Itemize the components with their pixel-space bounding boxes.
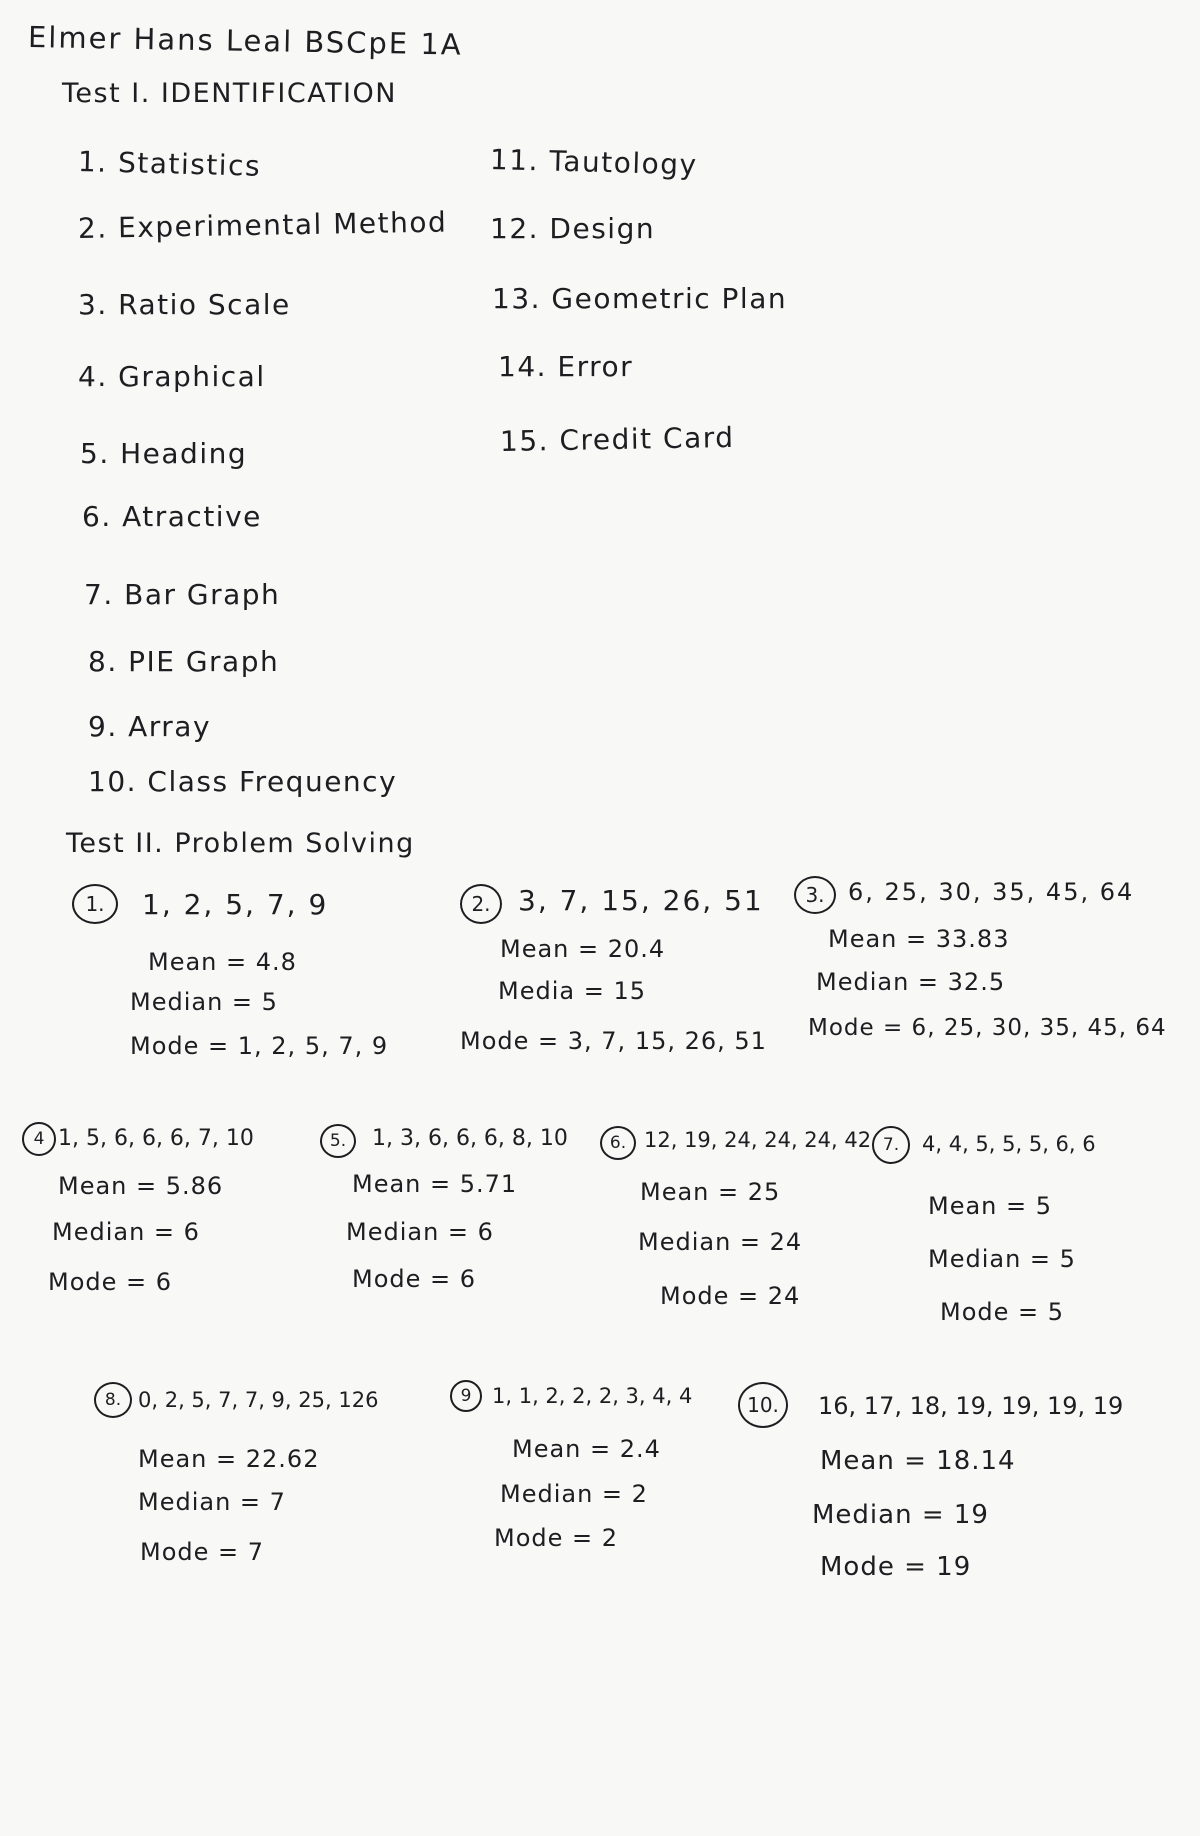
problem-3-mean: Mean = 33.83	[828, 925, 1010, 953]
problem-3-mode: Mode = 6, 25, 30, 35, 45, 64	[808, 1015, 1167, 1041]
answer-item-14: 14. Error	[498, 350, 634, 383]
problem-8-median: Median = 7	[138, 1488, 286, 1516]
problem-7-mean: Mean = 5	[928, 1192, 1053, 1220]
answer-item-13: 13. Geometric Plan	[492, 282, 788, 315]
problem-7-number: 7.	[872, 1126, 910, 1164]
problem-6-median: Median = 24	[638, 1228, 803, 1256]
problem-8-number: 8.	[94, 1382, 132, 1418]
problem-10-mean: Mean = 18.14	[820, 1446, 1016, 1476]
problem-9-mean: Mean = 2.4	[512, 1435, 661, 1463]
problem-4-mode: Mode = 6	[48, 1268, 173, 1296]
problem-8-mean: Mean = 22.62	[138, 1445, 320, 1473]
problem-1-median: Median = 5	[130, 988, 278, 1016]
test1-title: Test I. IDENTIFICATION	[62, 78, 397, 109]
problem-10-median: Median = 19	[812, 1500, 989, 1530]
problem-2-data: 3, 7, 15, 26, 51	[518, 884, 764, 917]
answer-item-1: 1. Statistics	[77, 145, 262, 183]
problem-9-median: Median = 2	[500, 1480, 648, 1508]
problem-6-mean: Mean = 25	[640, 1178, 781, 1206]
problem-4-median: Median = 6	[52, 1218, 200, 1246]
problem-3-number: 3.	[794, 876, 836, 914]
problem-5-mode: Mode = 6	[352, 1265, 477, 1293]
answer-item-4: 4. Graphical	[78, 360, 266, 393]
student-name-line: Elmer Hans Leal BSCpE 1A	[27, 20, 463, 62]
test2-title: Test II. Problem Solving	[66, 828, 415, 859]
problem-3-median: Median = 32.5	[816, 968, 1006, 996]
problem-2-mean: Mean = 20.4	[500, 935, 666, 963]
problem-9-data: 1, 1, 2, 2, 2, 3, 4, 4	[492, 1384, 693, 1408]
answer-item-7: 7. Bar Graph	[84, 578, 281, 611]
answer-item-11: 11. Tautology	[489, 143, 699, 182]
answer-item-12: 12. Design	[490, 212, 656, 245]
problem-6-mode: Mode = 24	[660, 1282, 801, 1310]
answer-item-3: 3. Ratio Scale	[78, 288, 291, 321]
problem-4-mean: Mean = 5.86	[58, 1172, 224, 1200]
problem-8-mode: Mode = 7	[140, 1538, 265, 1566]
problem-4-data: 1, 5, 6, 6, 6, 7, 10	[58, 1126, 254, 1151]
answer-item-8: 8. PIE Graph	[88, 645, 280, 678]
problem-1-mode: Mode = 1, 2, 5, 7, 9	[130, 1032, 389, 1060]
answer-item-10: 10. Class Frequency	[88, 765, 398, 798]
problem-9-mode: Mode = 2	[494, 1524, 619, 1552]
problem-2-median: Media = 15	[498, 977, 646, 1005]
problem-6-number: 6.	[600, 1126, 636, 1160]
answer-item-2: 2. Experimental Method	[77, 205, 448, 245]
answer-item-6: 6. Atractive	[82, 500, 262, 533]
problem-4-number: 4	[22, 1122, 56, 1156]
problem-3-data: 6, 25, 30, 35, 45, 64	[848, 878, 1135, 906]
problem-5-number: 5.	[320, 1124, 356, 1158]
answer-item-15: 15. Credit Card	[499, 420, 735, 458]
answer-item-9: 9. Array	[88, 710, 212, 743]
problem-5-data: 1, 3, 6, 6, 6, 8, 10	[372, 1126, 568, 1151]
problem-7-data: 4, 4, 5, 5, 5, 6, 6	[922, 1132, 1096, 1156]
problem-2-mode: Mode = 3, 7, 15, 26, 51	[460, 1027, 767, 1055]
problem-7-median: Median = 5	[928, 1245, 1076, 1273]
problem-10-mode: Mode = 19	[820, 1552, 972, 1582]
problem-9-number: 9	[450, 1380, 482, 1412]
problem-1-data: 1, 2, 5, 7, 9	[142, 888, 329, 921]
answer-item-5: 5. Heading	[80, 437, 248, 470]
problem-1-number: 1.	[72, 884, 118, 924]
problem-10-data: 16, 17, 18, 19, 19, 19, 19	[818, 1392, 1124, 1420]
problem-5-mean: Mean = 5.71	[352, 1170, 518, 1198]
problem-7-mode: Mode = 5	[940, 1298, 1065, 1326]
problem-2-number: 2.	[460, 884, 502, 924]
problem-1-mean: Mean = 4.8	[148, 948, 297, 976]
problem-10-number: 10.	[738, 1382, 788, 1428]
problem-8-data: 0, 2, 5, 7, 7, 9, 25, 126	[138, 1388, 379, 1412]
problem-5-median: Median = 6	[346, 1218, 494, 1246]
problem-6-data: 12, 19, 24, 24, 24, 42	[644, 1128, 872, 1152]
